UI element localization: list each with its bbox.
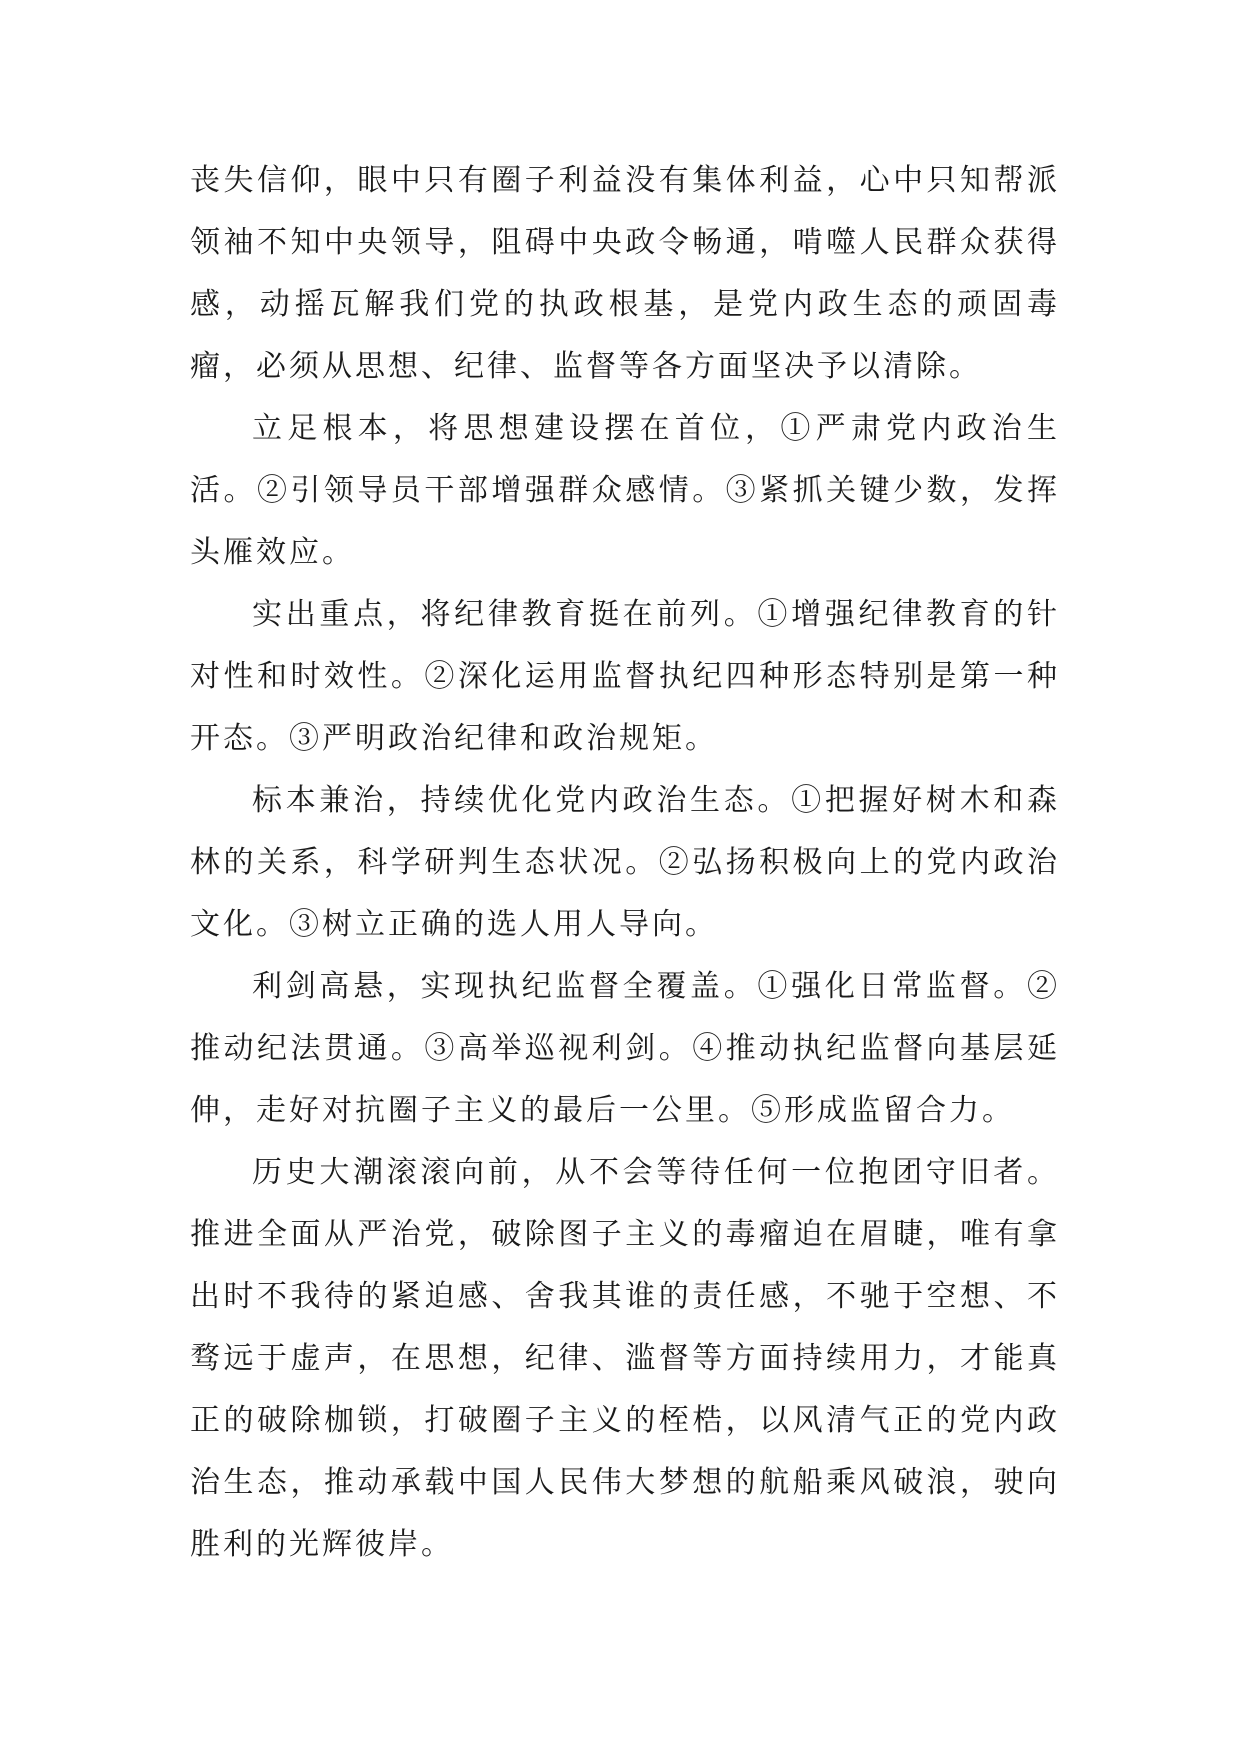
paragraph-supervision: 利剑高悬，实现执纪监督全覆盖。①强化日常监督。②推动纪法贯通。③高举巡视利剑。④推动执纪监督向基层延伸，走好对抗圈子主义的最后一公里。⑤形成监留合力。 [190,969,1060,1128]
document-page [190,150,1060,1576]
paragraph-discipline: 实出重点，将纪律教育挺在前列。①增强纪律教育的针对性和时效性。②深化运用监督执纪四种形态特别是第一种开态。③严明政治纪律和政治规矩。 [190,597,1060,756]
paragraph-ideology: 立足根本，将思想建设摆在首位，①严肃党内政治生活。②引领导员干部增强群众感情。③紧抓关键少数，发挥头雁效应。 [190,411,1060,570]
paragraph-ecology: 标本兼治，持续优化党内政治生态。①把握好树木和森林的关系，科学研判生态状况。②弘扬积极向上的党内政治文化。③树立正确的选人用人导向。 [190,783,1060,942]
paragraph-intro: 丧失信仰，眼中只有圈子利益没有集体利益，心中只知帮派领袖不知中央领导，阻碍中央政令畅通，啃噬人民群众获得感，动摇瓦解我们党的执政根基，是党内政生态的顽固毒瘤，必须从思想、纪律、监督等各方面坚决予以清除。 [190,163,1060,384]
paragraph-conclusion: 历史大潮滚滚向前，从不会等待任何一位抱团守旧者。推进全面从严治党，破除图子主义的毒瘤迫在眉睫，唯有拿出时不我待的紧迫感、舍我其谁的责任感，不驰于空想、不骛远于虚声，在思想，纪律、滥督等方面持续用力，才能真正的破除枷锁，打破圈子主义的桎梏，以风清气正的党内政治生态，推动承载中国人民伟大梦想的航船乘风破浪，驶向胜利的光辉彼岸。 [190,1155,1060,1562]
